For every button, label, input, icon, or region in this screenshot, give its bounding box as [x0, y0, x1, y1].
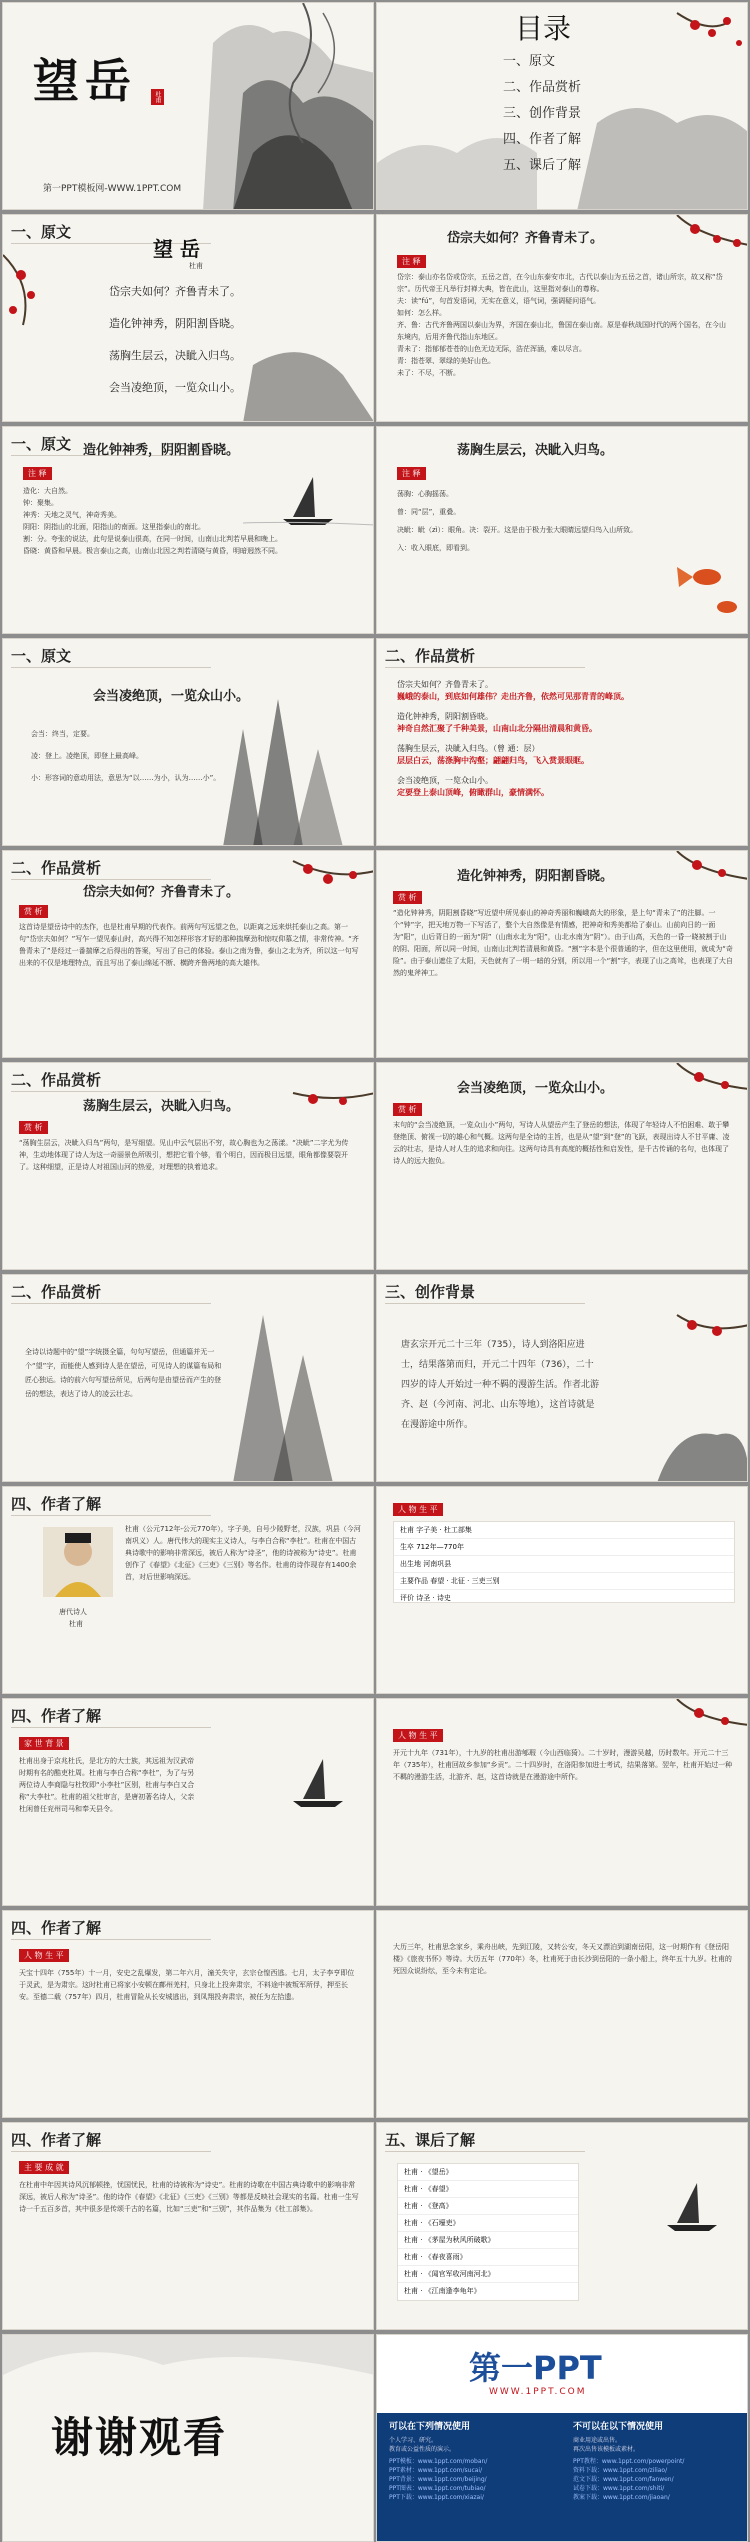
allowed-item-1: 个人学习、研究。: [389, 2437, 438, 2444]
slide-notes-4[interactable]: [2, 638, 374, 846]
profile-row-3: 出生地 河南巩县: [394, 1556, 734, 1573]
slide-notes-1[interactable]: [376, 214, 748, 422]
item-3-question: 荡胸生层云，决眦入归鸟。（曾 通：层）: [397, 744, 540, 753]
item-4-question: 会当凌绝顶，一览众山小。: [397, 776, 493, 785]
link-5[interactable]: PPT下载：www.1ppt.com/xiazai/: [389, 2494, 484, 2501]
section-title: 二、作品赏析: [11, 1283, 102, 1301]
note-2: 钟：聚集。: [23, 499, 58, 507]
link-8[interactable]: 范文下载：www.1ppt.com/fanwen/: [573, 2476, 674, 2483]
section-divider: [385, 667, 585, 668]
section-title: 二、作品赏析: [385, 647, 476, 665]
slide-header: 造化钟神秀，阴阳割昏晓。: [457, 869, 614, 884]
section-title: 四、作者了解: [11, 1495, 102, 1513]
item-1-answer: 巍峨的泰山，到底如何雄伟？走出齐鲁，依然可见那青青的峰顶。: [397, 692, 629, 701]
section-title: 二、作品赏析: [11, 859, 102, 877]
poem-line-1: 岱宗夫如何？齐鲁青未了。: [109, 285, 241, 298]
note-4: 阴阳：阴指山的北面，阳指山的南面。这里指泰山的南北。: [23, 523, 205, 531]
note-5: 青未了：指郁郁苍苍的山色无边无际，浩茫浑涵，难以尽言。: [397, 345, 586, 353]
achievement-tag: 主 要 成 就: [19, 2161, 69, 2174]
item-1-question: 岱宗夫如何？齐鲁青未了。: [397, 680, 493, 689]
link-9[interactable]: 试卷下载：www.1ppt.com/shiti/: [573, 2485, 665, 2492]
slide-author-5[interactable]: [376, 1910, 748, 2118]
allowed-title: 可以在下列情况使用: [389, 2422, 471, 2432]
note-2: 夫：读“fú”，句首发语词，无实在意义，语气词，强调疑问语气。: [397, 297, 601, 305]
logo-text: 第一PPT: [469, 2349, 602, 2387]
item-4-answer: 定要登上泰山顶峰，俯瞰群山，豪情满怀。: [397, 788, 549, 797]
reading-row-7: 杜甫 · 《闻官军收河南河北》: [398, 2266, 578, 2283]
slide-header: 会当凌绝顶，一览众山小。: [93, 689, 250, 704]
note-1: 会当：终当，定要。: [31, 730, 94, 738]
family-tag: 家 世 背 景: [19, 1737, 69, 1750]
link-7[interactable]: 资料下载：www.1ppt.com/ziliao/: [573, 2467, 668, 2474]
link-2[interactable]: PPT素材：www.1ppt.com/sucai/: [389, 2467, 483, 2474]
slide-author-3[interactable]: [376, 1698, 748, 1906]
note-6: 青：指苍翠、翠绿的美好山色。: [397, 357, 495, 365]
slide-license[interactable]: [376, 2334, 748, 2542]
appreciation-list: [397, 679, 737, 799]
note-4: 入：收入眼底，即看到。: [397, 544, 474, 552]
analysis-tag: 赏 析: [393, 891, 422, 904]
note-6: 昏晓：黄昏和早晨。极言泰山之高，山南山北因之判若清晓与黄昏，明暗迥然不同。: [23, 547, 282, 555]
section-divider: [11, 2151, 211, 2152]
slide-author-6[interactable]: [2, 2122, 374, 2330]
contents-item-1[interactable]: 一、原文: [503, 54, 556, 69]
profile-tag: 人 物 生 平: [393, 1729, 443, 1742]
section-title: 一、原文: [11, 647, 72, 665]
reading-row-4: 杜甫 · 《石壕吏》: [398, 2215, 578, 2232]
slide-header: 造化钟神秀，阴阳割昏晓。: [83, 443, 240, 458]
reading-row-3: 杜甫 · 《登高》: [398, 2198, 578, 2215]
section-title: 四、作者了解: [11, 2131, 102, 2149]
item-2-answer: 神奇自然汇聚了千种美景，山南山北分隔出清晨和黄昏。: [397, 724, 597, 733]
slide-notes-2[interactable]: [2, 426, 374, 634]
slide-appreciation-2[interactable]: [376, 850, 748, 1058]
slide-header: 岱宗夫如何？齐鲁青未了。: [447, 231, 604, 246]
slide-background[interactable]: [376, 1274, 748, 1482]
section-title: 一、原文: [11, 223, 72, 241]
slide-author-table[interactable]: [376, 1486, 748, 1694]
slide-poem[interactable]: [2, 214, 374, 422]
seal-stamp: 杜甫: [151, 89, 164, 105]
links-left: [389, 2457, 487, 2502]
reading-row-8: 杜甫 · 《江南逢李龟年》: [404, 2287, 481, 2295]
slide-author-1[interactable]: [2, 1486, 374, 1694]
slide-author-4[interactable]: [2, 1910, 374, 2118]
note-1: 造化：大自然。: [23, 487, 72, 495]
summary-text: 全诗以诗题中的“望”字统摄全篇，句句写望岳，但通篇并无一个“望”字，而能使人感到诗人是在望岳，可见诗人的谋篇布局和匠心独运。诗的前六句写望岳所见，后两句是由望岳而产生的登岳的想法，表达了诗人的凌云壮志。: [25, 1348, 222, 1398]
forbidden-item-2: 再次出售该模板或素材。: [573, 2446, 640, 2453]
analysis-text: “荡胸生层云，决眦入归鸟”两句，是写细望。见山中云气层出不穷，故心胸也为之荡漾。“决眦”二字尤为传神，生动地体现了诗人为这一奇丽景色所吸引，想把它看个够，看个明白，因而极目远望，眼角都像要裂开了。这种细望，正是诗人对祖国山河的热爱，对理想的执着追求。: [19, 1139, 349, 1171]
slide-author-2[interactable]: [2, 1698, 374, 1906]
section-title: 一、原文: [11, 435, 72, 453]
profile-row-4: 主要作品 春望 · 北征 · 三吏三别: [394, 1573, 734, 1590]
reading-table: [397, 2163, 579, 2301]
logo-url[interactable]: WWW.1PPT.COM: [489, 2387, 587, 2397]
section-title: 四、作者了解: [11, 1707, 102, 1725]
poem-line-3: 荡胸生层云，决眦入归鸟。: [109, 349, 241, 362]
slide-notes-3[interactable]: [376, 426, 748, 634]
slide-appreciation-3[interactable]: [2, 1062, 374, 1270]
item-2-question: 造化钟神秀，阴阳割昏晓。: [397, 712, 493, 721]
notes-text: [23, 485, 353, 557]
section-divider: [11, 1939, 211, 1940]
notes-text: [397, 271, 727, 379]
section-title: 二、作品赏析: [11, 1071, 102, 1089]
link-1[interactable]: PPT模板：www.1ppt.com/moban/: [389, 2458, 488, 2465]
slide-cover[interactable]: [2, 2, 374, 210]
contents-item-3[interactable]: 三、创作背景: [503, 106, 582, 121]
portrait-icon: [3, 1487, 374, 1694]
slide-appreciation-4[interactable]: [376, 1062, 748, 1270]
link-3[interactable]: PPT背景：www.1ppt.com/beijing/: [389, 2476, 487, 2483]
analysis-tag: 赏 析: [393, 1103, 422, 1116]
thanks-title: 谢谢观看: [51, 2413, 228, 2462]
contents-item-5[interactable]: 五、课后了解: [503, 158, 582, 173]
slide-header: 荡胸生层云，决眦入归鸟。: [83, 1099, 240, 1114]
note-4: 齐、鲁：古代齐鲁两国以泰山为界，齐国在泰山北，鲁国在泰山南。原是春秋战国时代的两个国名，在今山东境内，后用齐鲁代指山东地区。: [397, 321, 726, 341]
contents-item-2[interactable]: 二、作品赏析: [503, 80, 582, 95]
allowed-item-2: 教育或公益性质的演示。: [389, 2446, 456, 2453]
profile-tag: 人 物 生 平: [19, 1949, 69, 1962]
section-title: 五、课后了解: [385, 2131, 476, 2149]
portrait-caption-2: 杜甫: [69, 1620, 83, 1628]
logo-banner: [377, 2335, 748, 2413]
poem-author: 杜甫: [189, 262, 203, 270]
notes-text: [397, 485, 697, 557]
contents-item-4[interactable]: 四、作者了解: [503, 132, 582, 147]
analysis-tag: 赏 析: [19, 1121, 48, 1134]
profile-row-2: 生卒 712年—770年: [394, 1539, 734, 1556]
analysis-text: 末句的“会当凌绝顶，一览众山小”两句，写诗人从望岳产生了登岳的想法，体现了年轻诗人不怕困难、敢于攀登绝顶、俯视一切的雄心和气概。这两句是全诗的主旨，也是从“望”到“登”的飞跃，表现出诗人不甘平庸、凌云的壮志，是诗人对人生的追求和向往。这两句诗具有高度的概括性和启发性，是千古传诵的名句，也体现了诗人的远大抱负。: [393, 1121, 730, 1165]
achievement-text: 在杜甫中年因其诗风沉郁顿挫，忧国忧民，杜甫的诗被称为“诗史”。杜甫的诗歌在中国古典诗歌中的影响非常深远，被后人称为“诗圣”。他的诗作《春望》《北征》《三吏》《三别》等都是反映社会现实的名篇。杜甫一生写诗一千五百多首，其中很多是传颂千古的名篇，比如“三吏”和“三别”，其作品集为《杜工部集》。: [19, 2181, 359, 2213]
slide-header: 会当凌绝顶，一览众山小。: [457, 1081, 614, 1096]
note-3: 如何：怎么样。: [397, 309, 446, 317]
note-3: 小：形容词的意动用法，意思为“以……为小，认为……小”。: [31, 774, 221, 782]
item-3-answer: 层层白云，荡涤胸中沟壑；翩翩归鸟，飞入赏景眼眶。: [397, 756, 589, 765]
reading-row-6: 杜甫 · 《春夜喜雨》: [398, 2249, 578, 2266]
note-1: 岱宗：泰山亦名岱或岱宗，五岳之首，在今山东泰安市北，古代以泰山为五岳之首，诸山所宗，故又称“岱宗”。历代帝王凡举行封禅大典，皆在此山，这里指对泰山的尊称。: [397, 273, 723, 293]
profile-row-5: 评价 诗圣 · 诗史: [400, 1594, 451, 1602]
slide-appreciation-summary[interactable]: [376, 638, 748, 846]
reading-row-2: 杜甫 · 《春望》: [398, 2181, 578, 2198]
background-text: 唐玄宗开元二十三年（735），诗人到洛阳应进士，结果落第而归，开元二十四年（736），二十四岁的诗人开始过一种不羁的漫游生活。作者北游齐、赵（今河南、河北、山东等地），这首诗就是在漫游途中所作。: [401, 1340, 600, 1430]
forbidden-title: 不可以在以下情况使用: [573, 2422, 664, 2432]
portrait-caption-1: 唐代诗人: [59, 1608, 87, 1616]
poem-line-4: 会当凌绝顶，一览众山小。: [109, 381, 241, 394]
analysis-text: “造化钟神秀，阴阳割昏晓”写近望中所见泰山的神奇秀丽和巍峨高大的形象，是上句“青未了”的注脚。一个“钟”字，把天地万物一下写活了，整个大自然像是有情感，把神奇和秀美都给了泰山。山前向日的一面为“阳”，山后背日的一面为“阴”（山南水北为“阳”，山北水南为“阴”）。由于山高，天色的一昏一晓被割于山的阴、阳面，所以同一时间，山南山北判若清晨和黄昏。“割”字本是个很普通的字，但在这里使用，就成为“奇险”。由于泰山遮住了太阳，天色就有了一明一暗的分别，所以用一个“割”字，表现了山之高耸，也表现了大自然的鬼斧神工。: [393, 909, 733, 977]
cover-title: 望岳: [33, 54, 137, 108]
cover-footer[interactable]: 第一PPT模板网-WWW.1PPT.COM: [43, 184, 182, 194]
notes-text: [31, 723, 251, 789]
notes-tag: 注 释: [23, 467, 52, 480]
slide-header: 岱宗夫如何？齐鲁青未了。: [83, 885, 240, 900]
profile-text: 大历三年，杜甫思念家乡，乘舟出峡，先到江陵，又转公安，冬天又漂泊到湖南岳阳，这一时期作有《登岳阳楼》《旅夜书怀》等诗。大历五年（770年）冬，杜甫死于由长沙到岳阳的一条小船上，终年五十九岁。杜甫的死因众说纷纭，至今未有定论。: [393, 1943, 732, 1975]
note-1: 荡胸：心胸摇荡。: [397, 490, 453, 498]
slide-contents[interactable]: [376, 2, 748, 210]
note-2: 曾：同“层”，重叠。: [397, 508, 461, 516]
author-text: 杜甫（公元712年-公元770年），字子美，自号少陵野老，汉族，巩县（今河南巩义）人。唐代伟大的现实主义诗人，与李白合称“李杜”。杜甫在中国古典诗歌中的影响非常深远，被后人称为“诗圣”，他的诗被称为“诗史”。杜甫创作了《春望》《北征》《三吏》《三别》等名作。杜甫的诗作现存有1400余首，对后世影响深远。: [125, 1525, 361, 1581]
slide-appreciation-1[interactable]: [2, 850, 374, 1058]
notes-tag: 注 释: [397, 467, 426, 480]
slide-appreciation-5[interactable]: [2, 1274, 374, 1482]
analysis-tag: 赏 析: [19, 905, 48, 918]
license-panel: [377, 2413, 748, 2542]
profile-text: 开元十九年（731年），十九岁的杜甫出游郇瑕（今山西临猗）。二十岁时，漫游吴越，历时数年。开元二十三年（735年），杜甫回故乡参加“乡贡”。二十四岁时，在洛阳参加进士考试，结果落第。翌年，杜甫开始过一种不羁的漫游生活，北游齐、赵，这首诗就是在漫游途中所作。: [393, 1749, 733, 1781]
poem-title: 望 岳: [153, 237, 200, 261]
analysis-text: 这首诗是望岳诗中的杰作，也是杜甫早期的代表作。前两句写远望之色，以距离之远来烘托泰山之高。第一句“岱宗夫如何？”写乍一望见泰山时，高兴得不知怎样形容才好的那种揣摩劲和惊叹仰慕之情，非常传神。“齐鲁青未了”是经过一番揣摩之后得出的答案，写出了自己的体验。泰山之南为鲁，泰山之北为齐，所以这一句写出来的不仅是地理特点，而且写出了泰山绵延不断、横跨齐鲁两地的高大雄伟。: [19, 923, 359, 967]
note-5: 割：分。夸张的说法，此句是说泰山很高，在同一时间，山南山北判若早晨和晚上。: [23, 535, 282, 543]
contents-list: [503, 49, 581, 179]
section-title: 三、创作背景: [385, 1283, 476, 1301]
notes-tag: 注 释: [397, 255, 426, 268]
link-4[interactable]: PPT图表：www.1ppt.com/tubiao/: [389, 2485, 486, 2492]
slide-thanks[interactable]: [2, 2334, 374, 2542]
links-right: [573, 2457, 684, 2502]
slide-homework[interactable]: [376, 2122, 748, 2330]
link-10[interactable]: 教案下载：www.1ppt.com/jiaoan/: [573, 2494, 670, 2501]
profile-text: 天宝十四年（755年）十一月，安史之乱爆发，第二年六月，潼关失守，玄宗仓惶西逃。七月，太子李亨即位于灵武，是为肃宗。这时杜甫已将家小安顿在鄜州羌村，只身北上投奔肃宗，不料途中被叛军所俘，押至长安。至德二载（757年）四月，杜甫冒险从长安城逃出，到凤翔投奔肃宗，被任为左拾遗。: [19, 1969, 355, 2001]
note-3: 决眦：眦（zì）：眼角。决：裂开。这是由于极力张大眼睛远望归鸟入山所致。: [397, 526, 638, 534]
poem-line-2: 造化钟神秀，阴阳割昏晓。: [109, 317, 241, 330]
forbidden-item-1: 商业用途或出售。: [573, 2437, 622, 2444]
family-text: 杜甫出身于京兆杜氏，是北方的大士族，其远祖为汉武帝时期有名的酷吏杜周。杜甫与李白合称“李杜”，为了与另两位诗人李商隐与杜牧即“小李杜”区别，杜甫与李白又合称“大李杜”。杜甫的祖父杜审言，是唐初著名诗人，父亲杜闲曾任兖州司马和奉天县令。: [19, 1757, 195, 1813]
profile-table: [393, 1521, 735, 1603]
slide-header: 荡胸生层云，决眦入归鸟。: [457, 443, 614, 458]
note-7: 未了：不尽，不断。: [397, 369, 460, 377]
profile-row-1: 杜甫 字子美 · 杜工部集: [394, 1522, 734, 1539]
reading-row-5: 杜甫 · 《茅屋为秋风所破歌》: [398, 2232, 578, 2249]
reading-row-1: 杜甫 · 《望岳》: [398, 2164, 578, 2181]
note-3: 神秀：天地之灵气，神奇秀美。: [23, 511, 121, 519]
profile-tag: 人 物 生 平: [393, 1503, 443, 1516]
note-2: 凌：登上。凌绝顶，即登上最高峰。: [31, 752, 143, 760]
link-6[interactable]: PPT教程：www.1ppt.com/powerpoint/: [573, 2458, 685, 2465]
contents-title: 目录: [515, 12, 572, 45]
section-title: 四、作者了解: [11, 1919, 102, 1937]
